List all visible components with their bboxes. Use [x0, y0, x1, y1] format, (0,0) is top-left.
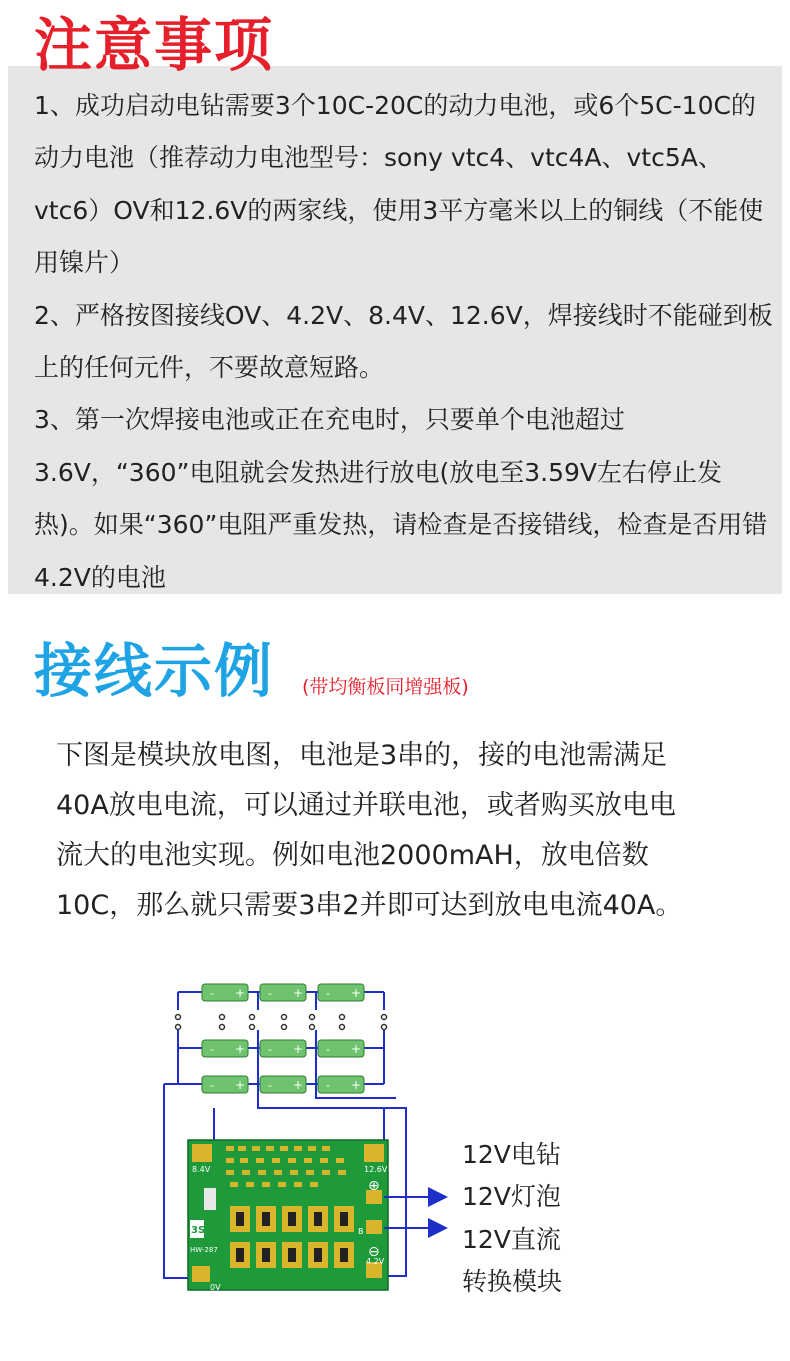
wiring-subtitle: (带均衡板同增强板) — [302, 676, 469, 698]
battery-minus-label: - — [268, 1043, 272, 1056]
intro-line-1: 下图是模块放电图，电池是3串的，接的电池需满足 — [56, 740, 668, 771]
load-label-drill: 12V电钻 — [462, 1140, 561, 1169]
parallel-dots — [176, 1015, 387, 1030]
battery-plus-label: + — [293, 1042, 304, 1056]
battery-plus-label: + — [351, 1078, 362, 1092]
battery-plus-label: + — [351, 986, 362, 1000]
board-label-3s: 3S — [191, 1225, 206, 1236]
notice-item-1: 1、成功启动电钻需要3个10C-20C的动力电池，或6个5C-10C的动力电池（推荐动力电池型号：sony vtc4、vtc4A、vtc5A、vtc6）OV和12.6V的两家线，使用3平方毫米以上的铜线（不能使用镍片） — [34, 91, 764, 278]
battery-row-3 — [202, 1076, 364, 1093]
battery-plus-label: + — [235, 1078, 246, 1092]
wiring-diagram — [0, 960, 790, 1340]
intro-line-4: 10C，那么就只需要3串2并即可达到放电电流40A。 — [56, 890, 683, 921]
wiring-title: 接线示例 — [34, 637, 275, 705]
notice-title: 注意事项 — [34, 11, 275, 79]
battery-cell — [202, 984, 248, 1001]
wiring-intro — [56, 731, 776, 931]
battery-plus-label: + — [235, 986, 246, 1000]
battery-cell — [260, 1040, 306, 1057]
battery-cell — [318, 984, 364, 1001]
battery-row-1 — [202, 984, 364, 1001]
battery-plus-label: + — [235, 1042, 246, 1056]
battery-cell — [202, 1040, 248, 1057]
battery-row-2 — [202, 1040, 364, 1057]
battery-minus-label: - — [326, 987, 330, 1000]
board-model-label: HW-287 — [190, 1246, 218, 1254]
notice-body — [34, 80, 774, 604]
notice-item-3: 3、第一次焊接电池或正在充电时，只要单个电池超过3.6V，“360”电阻就会发热进行放电(放电至3.59V左右停止发热)。如果“360”电阻严重发热，请检查是否接错线，检查是否用错4.2V的电池 — [34, 405, 768, 592]
battery-minus-label: - — [210, 1043, 214, 1056]
battery-cell — [260, 1076, 306, 1093]
board-label-12-6v: 12.6V — [364, 1165, 388, 1174]
battery-plus-label: + — [293, 1078, 304, 1092]
load-label-dc: 12V直流 — [462, 1225, 561, 1254]
intro-line-2: 40A放电电流，可以通过并联电池，或者购买放电电 — [56, 790, 676, 821]
minus-terminal-icon: ⊖ — [368, 1244, 380, 1260]
battery-cell — [260, 984, 306, 1001]
plus-terminal-icon: ⊕ — [368, 1178, 380, 1194]
board-label-4-2v: 4.2V — [366, 1257, 385, 1266]
board-label-0v: 0V — [210, 1283, 221, 1292]
battery-minus-label: - — [268, 1079, 272, 1092]
battery-minus-label: - — [210, 987, 214, 1000]
battery-cell — [318, 1040, 364, 1057]
battery-minus-label: - — [268, 987, 272, 1000]
output-wires — [384, 1197, 444, 1228]
board-label-b: B — [358, 1227, 364, 1236]
load-label-bulb: 12V灯泡 — [462, 1182, 561, 1211]
battery-plus-label: + — [351, 1042, 362, 1056]
battery-minus-label: - — [326, 1079, 330, 1092]
battery-cell — [318, 1076, 364, 1093]
battery-cell — [202, 1076, 248, 1093]
battery-minus-label: - — [326, 1043, 330, 1056]
intro-line-3: 流大的电池实现。例如电池2000mAH，放电倍数 — [56, 840, 649, 871]
notice-item-2: 2、严格按图接线OV、4.2V、8.4V、12.6V，焊接线时不能碰到板上的任何元件，不要故意短路。 — [34, 300, 773, 383]
load-label-converter: 转换模块 — [462, 1267, 563, 1296]
battery-minus-label: - — [210, 1079, 214, 1092]
battery-plus-label: + — [293, 986, 304, 1000]
board-label-8-4v: 8.4V — [192, 1165, 211, 1174]
bms-board — [188, 1140, 388, 1292]
